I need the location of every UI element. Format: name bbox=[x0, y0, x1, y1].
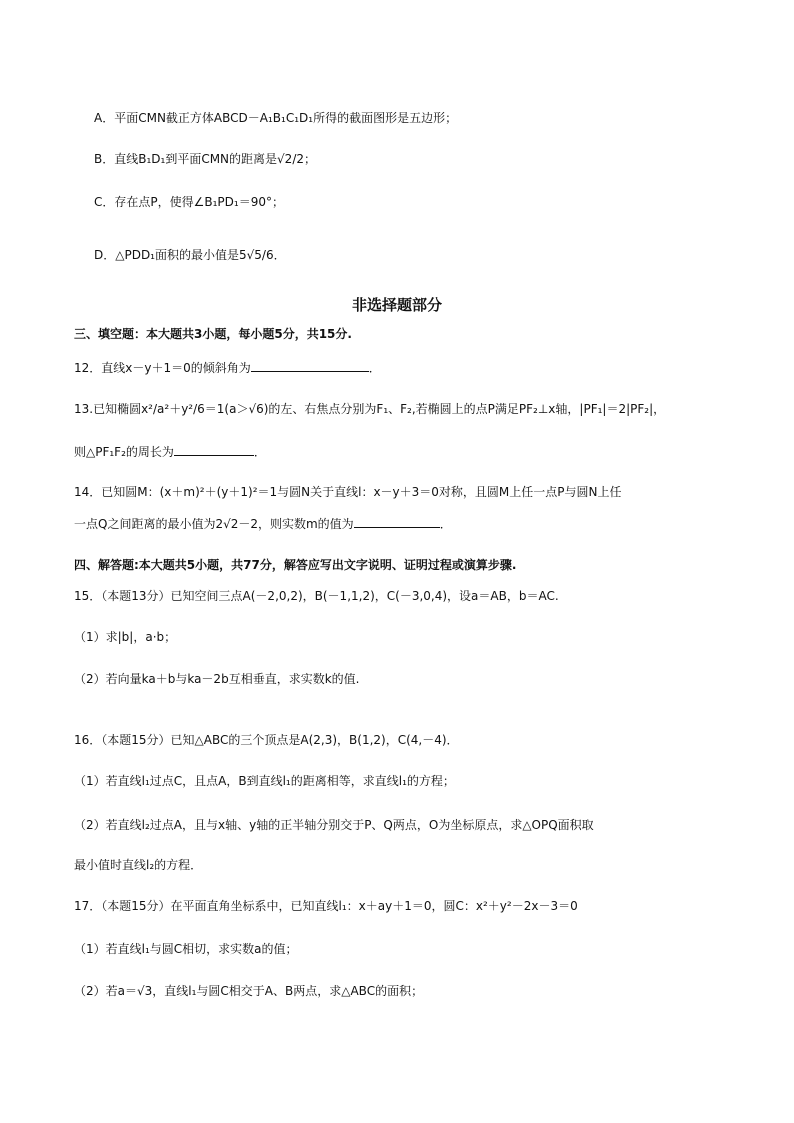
section-title: 非选择题部分 bbox=[351, 296, 442, 314]
answer-blank[interactable] bbox=[174, 442, 254, 456]
question-17-stem: 17．（本题15分）在平面直角坐标系中，已知直线l₁：x＋ay＋1＝0，圆C：x²＋y²－2x－3＝0 bbox=[74, 899, 578, 913]
question-16-part2-line1: （2）若直线l₂过点A，且与x轴、y轴的正半轴分别交于P、Q两点，O为坐标原点，求△OPQ面积取 bbox=[74, 818, 594, 832]
question-16-part1: （1）若直线l₁过点C，且点A，B到直线l₁的距离相等，求直线l₁的方程； bbox=[74, 774, 455, 788]
question-15-part1: （1）求|b|，a·b； bbox=[74, 630, 177, 644]
question-13-line2 bbox=[74, 442, 266, 461]
answer-blank[interactable] bbox=[354, 514, 440, 528]
q14-end: ． bbox=[439, 517, 452, 531]
option-d: D．△PDD₁面积的最小值是5√5/6． bbox=[94, 248, 286, 262]
option-a: A．平面CMN截正方体ABCD－A₁B₁C₁D₁所得的截面图形是五边形； bbox=[94, 111, 458, 125]
q13-text: 则△PF₁F₂的周长为 bbox=[74, 445, 174, 459]
question-16-part2-line2: 最小值时直线l₂的方程． bbox=[74, 858, 203, 872]
option-b: B．直线B₁D₁到平面CMN的距离是√2/2； bbox=[94, 152, 316, 166]
part3-header: 三、填空题：本大题共3小题，每小题5分，共15分. bbox=[74, 327, 352, 341]
question-12 bbox=[74, 358, 381, 377]
question-15-stem: 15．（本题13分）已知空间三点A(－2,0,2)，B(－1,1,2)，C(－3,0,4)，设a＝AB，b＝AC. bbox=[74, 589, 559, 603]
question-15-part2: （2）若向量ka＋b与ka－2b互相垂直，求实数k的值. bbox=[74, 672, 360, 686]
question-14-line2 bbox=[74, 514, 452, 533]
part4-header: 四、解答题:本大题共5小题，共77分，解答应写出文字说明、证明过程或演算步骤. bbox=[74, 558, 517, 572]
q13-end: ． bbox=[253, 445, 266, 459]
question-16-stem: 16．（本题15分）已知△ABC的三个顶点是A(2,3)，B(1,2)，C(4,－4)． bbox=[74, 733, 459, 747]
question-17-part1: （1）若直线l₁与圆C相切，求实数a的值； bbox=[74, 942, 298, 956]
question-17-part2: （2）若a＝√3，直线l₁与圆C相交于A、B两点，求△ABC的面积； bbox=[74, 984, 424, 998]
answer-blank[interactable] bbox=[251, 358, 369, 372]
option-c: C．存在点P，使得∠B₁PD₁＝90°； bbox=[94, 195, 284, 209]
question-13-line1: 13.已知椭圆x²/a²＋y²/6＝1(a＞√6)的左、右焦点分别为F₁、F₂,若椭圆上的点P满足PF₂⊥x轴，|PF₁|＝2|PF₂|， bbox=[74, 402, 666, 416]
question-14-line1: 14．已知圆M：(x＋m)²＋(y＋1)²＝1与圆N关于直线l：x－y＋3＝0对称，且圆M上任一点P与圆N上任 bbox=[74, 485, 622, 499]
q14-text: 一点Q之间距离的最小值为2√2－2，则实数m的值为 bbox=[74, 517, 354, 531]
q12-end: ． bbox=[368, 361, 381, 375]
q12-text: 12．直线x－y＋1＝0的倾斜角为 bbox=[74, 361, 251, 375]
